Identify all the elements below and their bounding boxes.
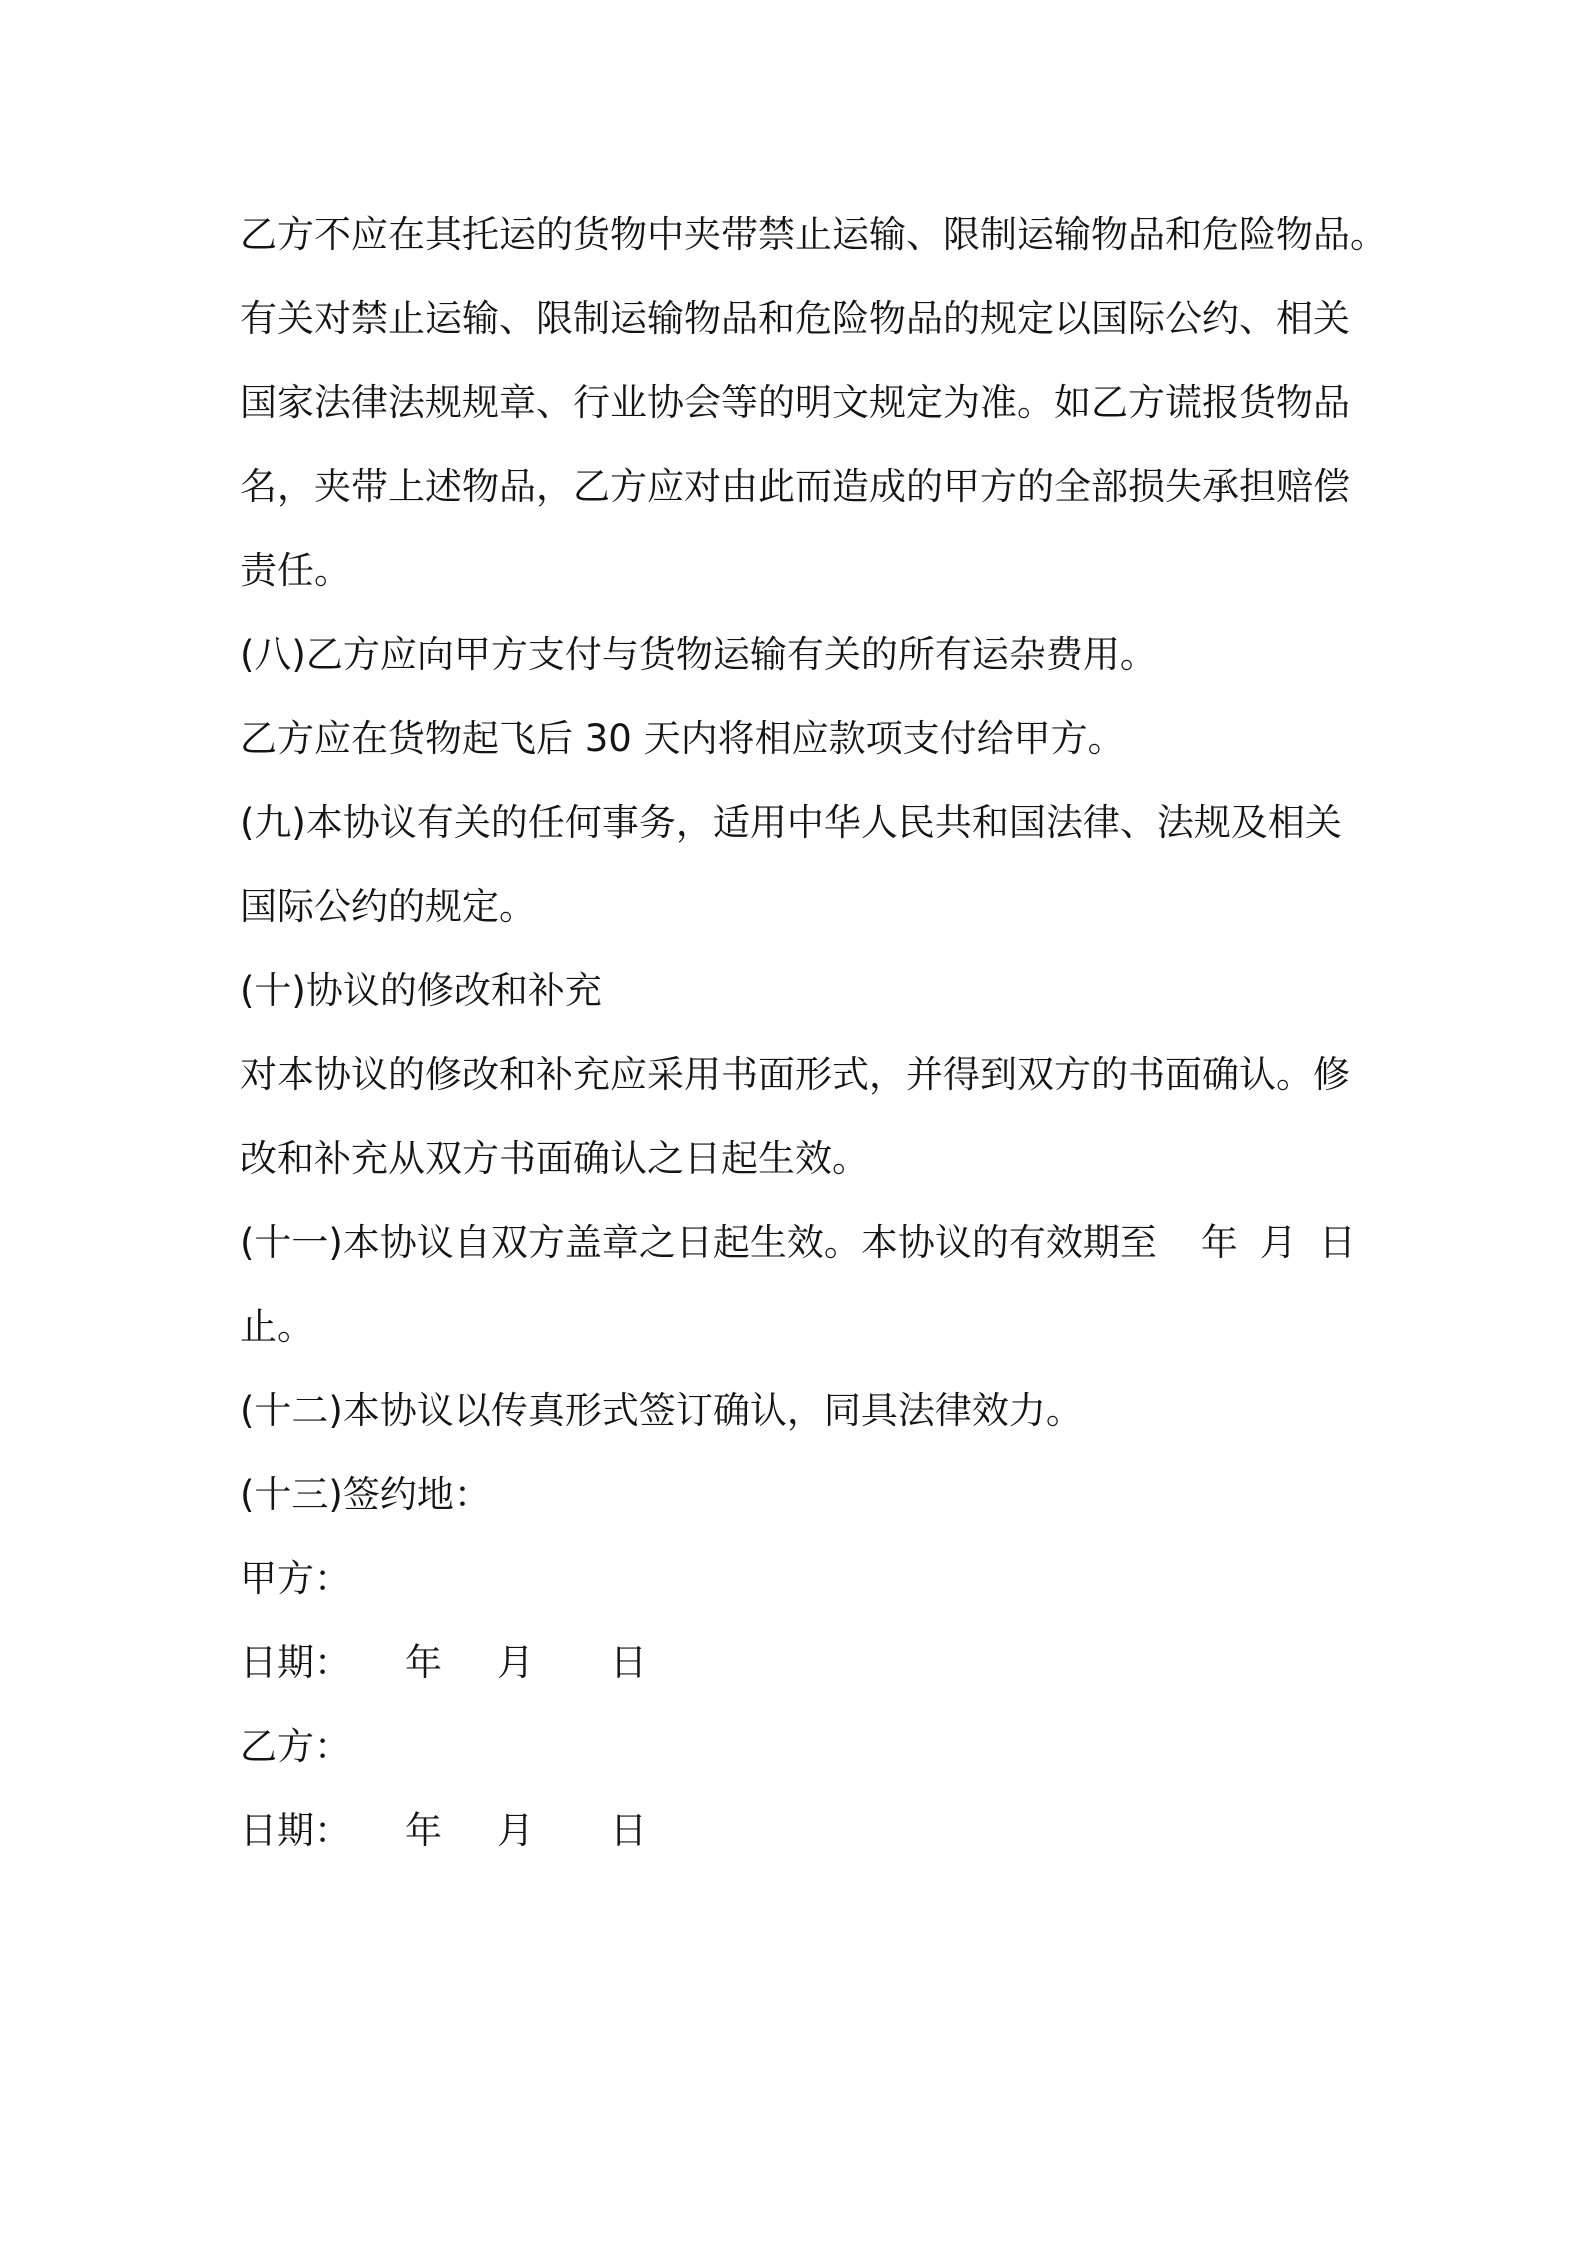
date-year: 年 <box>405 1641 442 1684</box>
paragraph-line: 乙方应在货物起飞后 30 天内将相应款项支付给甲方。 <box>240 717 1125 760</box>
paragraph-line: 对本协议的修改和补充应采用书面形式，并得到双方的书面确认。修 <box>240 1053 1350 1096</box>
validity-day: 日 <box>1318 1221 1356 1264</box>
validity-year: 年 <box>1200 1221 1238 1264</box>
paragraph-line: 名，夹带上述物品，乙方应对由此而造成的甲方的全部损失承担赔偿 <box>240 465 1350 508</box>
party-b-date <box>240 1789 1370 1873</box>
validity-continuation: 止。 <box>240 1305 314 1348</box>
date-month: 月 <box>497 1641 534 1684</box>
date-month: 月 <box>497 1809 534 1852</box>
validity-text: (十一)本协议自双方盖章之日起生效。本协议的有效期至 <box>240 1221 1157 1264</box>
date-label: 日期： <box>240 1641 351 1684</box>
date-label: 日期： <box>240 1809 351 1852</box>
clause-nine: (九)本协议有关的任何事务，适用中华人民共和国法律、法规及相关 <box>240 801 1342 844</box>
party-b-label: 乙方： <box>240 1725 351 1768</box>
paragraph-line: 有关对禁止运输、限制运输物品和危险物品的规定以国际公约、相关 <box>240 297 1350 340</box>
clause-ten-heading: (十)协议的修改和补充 <box>240 969 602 1012</box>
date-year: 年 <box>405 1809 442 1852</box>
clause-twelve: (十二)本协议以传真形式签订确认，同具法律效力。 <box>240 1389 1083 1432</box>
paragraph-line: 国际公约的规定。 <box>240 885 536 928</box>
clause-thirteen: (十三)签约地： <box>240 1473 491 1516</box>
document-body <box>240 193 1387 1873</box>
paragraph-line: 改和补充从双方书面确认之日起生效。 <box>240 1137 869 1180</box>
paragraph-line: 国家法律法规规章、行业协会等的明文规定为准。如乙方谎报货物品 <box>240 381 1350 424</box>
paragraph-line: 责任。 <box>240 549 351 592</box>
date-day: 日 <box>610 1809 647 1852</box>
party-a-label: 甲方： <box>240 1557 351 1600</box>
validity-month: 月 <box>1259 1221 1297 1264</box>
paragraph-line: 乙方不应在其托运的货物中夹带禁止运输、限制运输物品和危险物品。 <box>240 213 1387 256</box>
clause-eleven <box>240 1201 1370 1285</box>
party-a-date <box>240 1621 1370 1705</box>
date-day: 日 <box>610 1641 647 1684</box>
clause-eight: (八)乙方应向甲方支付与货物运输有关的所有运杂费用。 <box>240 633 1157 676</box>
